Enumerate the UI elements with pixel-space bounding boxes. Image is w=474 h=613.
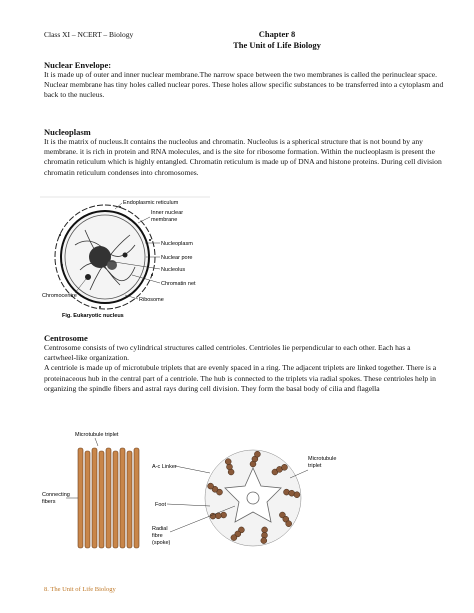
label-chromatin-net: Chromatin net [161, 281, 196, 287]
label-nucleoplasm: Nucleoplasm [161, 241, 193, 247]
label-inner-membrane-2: membrane [151, 217, 178, 223]
microtubule-triplet-bead [225, 459, 231, 465]
section-text-1: Centrosome consists of two cylindrical structures called centrioles. Centrioles lie perpendicular to each other. Each has a cartwheel-like organization. [44, 343, 411, 363]
label-microtubule-1: Microtubule [308, 456, 337, 462]
centriole-cylinder [78, 448, 139, 548]
microtubule-triplet-bead [227, 464, 233, 470]
microtubule-triplet-bead [231, 535, 237, 541]
label-foot: Foot [155, 502, 167, 508]
microtubule-triplet-bead [208, 483, 214, 489]
figure-centriole [40, 428, 440, 568]
section-text: It is the matrix of nucleus.It contains the nucleolus and chromatin. Nucleolus is a spherical structure that is not bound by any membrane. it is rich in protein and RNA molecules, and is the site for ribosome formation. Within the nucleoplasm is present the chromatin reticulum which is highly entangled. Chromatin reticulum is made up of DNA and histone proteins. During cell division chromatin reticulum condenses into chromosomes. [44, 137, 442, 177]
section-heading: Centrosome [44, 333, 88, 343]
page-footer: 8. The Unit of Life Biology [44, 586, 116, 593]
label-connecting-1: Connecting [42, 492, 70, 498]
label-chromocentre: Chromocentre [42, 293, 77, 299]
microtubule-rod [120, 448, 125, 548]
microtubule-triplet-bead [294, 492, 300, 498]
label-nucleolus: Nucleolus [161, 267, 186, 273]
microtubule-rod [78, 448, 83, 548]
figure-eukaryotic-nucleus [40, 195, 270, 325]
label-connecting-2: fibers [42, 499, 56, 505]
section-heading: Nucleoplasm [44, 127, 91, 137]
microtubule-triplet-bead [262, 527, 268, 533]
label-radial-2: fibre [152, 533, 163, 539]
header-course: Class XI – NCERT – Biology [44, 30, 134, 39]
label-radial-3: (spoke) [152, 540, 171, 546]
microtubule-rod [92, 448, 97, 548]
section-centrosome [44, 333, 444, 394]
microtubule-rod [99, 451, 104, 548]
page-title [0, 29, 474, 51]
label-microtubule-2: triplet [308, 463, 322, 469]
microtubule-triplet-bead [261, 538, 267, 544]
section-text: It is made up of outer and inner nuclear membrane.The narrow space between the two membranes is called the perinuclear space. Nuclear membrane has tiny holes called nuclear pores. These holes allow specific substances to be transferred into a cytoplasm and back to the nucleus. [44, 70, 444, 100]
microtubule-triplet-bead [284, 489, 290, 495]
microtubule-rod [134, 448, 139, 548]
microtubule-triplet-bead [221, 512, 227, 518]
label-ribosome: Ribosome [139, 297, 164, 303]
label-radial-1: Radial [152, 526, 168, 532]
section-nuclear-envelope [44, 60, 444, 101]
microtubule-triplet-bead [282, 464, 288, 470]
chapter-number: Chapter 8 [258, 29, 296, 39]
figure-caption: Fig. Eukaryotic nucleus [62, 313, 124, 319]
microtubule-triplet-bead [286, 521, 292, 527]
microtubule-rod [85, 451, 90, 548]
section-nucleoplasm [44, 127, 444, 178]
microtubule-triplet-bead [254, 451, 260, 457]
label-inner-membrane-1: Inner nuclear [151, 210, 184, 216]
chapter-subtitle: The Unit of Life Biology [233, 40, 321, 50]
centriole-cross-section [205, 450, 301, 546]
label-nuclear-pore: Nuclear pore [161, 255, 193, 261]
microtubule-triplet-bead [262, 532, 268, 538]
microtubule-rod [127, 451, 132, 548]
label-microtubule-triplet: Microtubule triplet [75, 432, 119, 438]
section-heading: Nuclear Envelope: [44, 60, 112, 70]
microtubule-rod [106, 448, 111, 548]
label-er: Endoplasmic reticulum [123, 200, 179, 206]
microtubule-rod [113, 451, 118, 548]
label-ac-linker: A-c Linker [152, 464, 177, 470]
section-text-2: A centriole is made up of microtubule triplets that are evenly spaced in a ring. The adjacent triplets are linked together. There is a proteinaceous hub in the central part of a centriole. The hub is connected to the triplets via radial spokes. These centrioles help in organizing the spindle fibers and astral rays during cell division. They form the basal body of cilia and flagella [44, 363, 437, 393]
